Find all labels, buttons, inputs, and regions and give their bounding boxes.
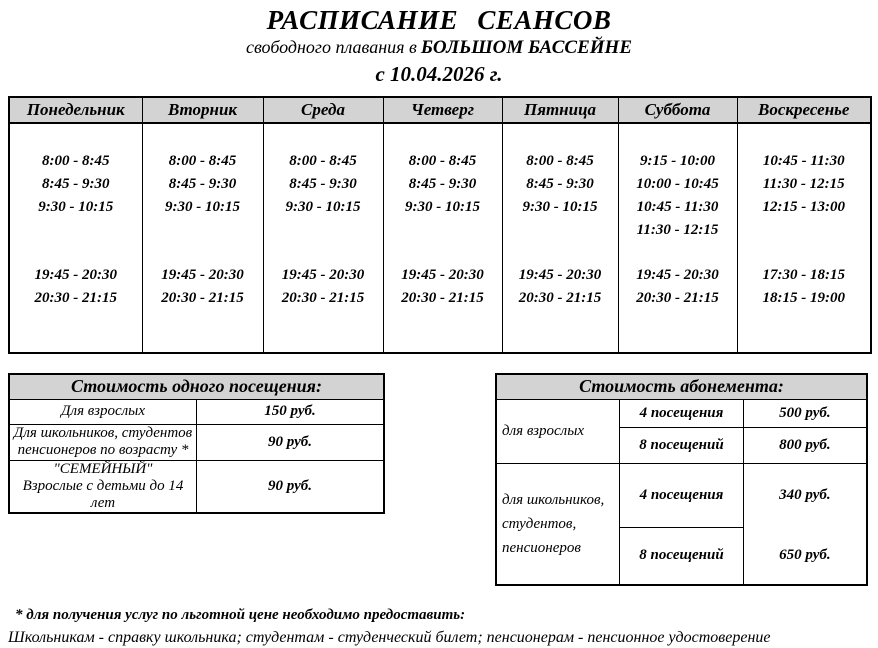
time-slot: 19:45 - 20:30: [281, 267, 365, 283]
page-subtitle: [0, 35, 878, 60]
subscription-category-adults: для взрослых: [496, 399, 620, 463]
subscription-price-table: [495, 373, 868, 586]
day-box: [264, 124, 383, 352]
label-line: Для взрослых: [61, 403, 145, 419]
price-value: 500 руб.: [743, 399, 867, 427]
subscription-title: Стоимость абонемента:: [496, 374, 867, 399]
time-slot: 20:30 - 21:15: [636, 290, 719, 306]
time-slot: 10:45 - 11:30: [636, 199, 719, 215]
morning-slots: [143, 150, 263, 219]
morning-slots: [619, 150, 737, 242]
time-slot: 9:30 - 10:15: [38, 199, 114, 215]
time-slot: 19:45 - 20:30: [518, 267, 602, 283]
label-line: студентов,: [502, 515, 577, 532]
time-slot: 19:45 - 20:30: [161, 267, 244, 283]
day-box: [10, 124, 142, 352]
time-slot: 8:00 - 8:45: [408, 153, 477, 169]
time-slot: 8:45 - 9:30: [168, 176, 237, 192]
evening-slots: [264, 264, 383, 310]
time-slot: 19:45 - 20:30: [34, 267, 117, 283]
price-row-family: [9, 460, 384, 513]
time-slot: 8:00 - 8:45: [168, 153, 237, 169]
label-line: Взрослые с детьми до 14 лет: [22, 477, 184, 511]
evening-slots: [384, 264, 502, 310]
price-row-students: [9, 424, 384, 460]
morning-slots: [503, 150, 618, 219]
visits-count: 4 посещения: [620, 399, 744, 427]
price-value: 340 руб.: [743, 463, 867, 527]
visits-count: 8 посещений: [620, 527, 744, 585]
footnote-requirement: * для получения услуг по льготной цене необходимо предоставить:: [15, 607, 466, 623]
pricing-section: [8, 373, 868, 586]
day-header-friday: Пятница: [502, 97, 618, 123]
pool-name: БОЛЬШОМ БАССЕЙНЕ: [420, 37, 632, 58]
time-slot: 19:45 - 20:30: [401, 267, 484, 283]
time-slot: 20:30 - 21:15: [34, 290, 117, 306]
time-slot: 17:30 - 18:15: [762, 267, 845, 283]
evening-slots: [738, 264, 871, 310]
day-column-monday: [9, 123, 142, 353]
time-slot: 18:15 - 19:00: [762, 290, 845, 306]
day-box: [619, 124, 737, 352]
time-slot: 9:30 - 10:15: [165, 199, 240, 215]
price-value: 800 руб.: [743, 427, 867, 463]
single-visit-title: Стоимость одного посещения:: [9, 374, 384, 399]
time-slot: 19:45 - 20:30: [636, 267, 719, 283]
label-line: "СЕМЕЙНЫЙ": [53, 460, 153, 477]
footnote-documents: Школьникам - справку школьника; студентам - студенческий билет; пенсионерам - пенсионное удостоверение: [8, 629, 771, 646]
time-slot: 9:30 - 10:15: [405, 199, 480, 215]
table-header-row: [9, 374, 384, 399]
time-slot: 20:30 - 21:15: [401, 290, 484, 306]
price-category-label: [9, 424, 197, 460]
day-header-tuesday: Вторник: [142, 97, 263, 123]
time-slot: 8:45 - 9:30: [42, 176, 110, 192]
evening-slots: [143, 264, 263, 310]
price-category-label: [9, 460, 197, 513]
label-line: пенсионеров по возрасту *: [17, 442, 189, 458]
time-slot: 9:30 - 10:15: [285, 199, 361, 215]
day-header-monday: Понедельник: [9, 97, 142, 123]
table-header-row: [496, 374, 867, 399]
time-slot: 20:30 - 21:15: [161, 290, 244, 306]
single-visit-price-table: [8, 373, 385, 514]
day-header-sunday: Воскресенье: [737, 97, 871, 123]
visits-count: 8 посещений: [620, 427, 744, 463]
time-slot: 8:00 - 8:45: [289, 153, 357, 169]
schedule-table: [8, 96, 872, 354]
subscription-category-students: [496, 463, 620, 585]
time-slot: 12:15 - 13:00: [762, 199, 845, 215]
visits-count: 4 посещения: [620, 463, 744, 527]
evening-slots: [503, 264, 618, 310]
time-slot: 11:30 - 12:15: [636, 222, 719, 238]
time-slot: 8:45 - 9:30: [408, 176, 477, 192]
day-header-wednesday: Среда: [263, 97, 383, 123]
day-column-saturday: [618, 123, 737, 353]
day-header-saturday: Суббота: [618, 97, 737, 123]
morning-slots: [384, 150, 502, 219]
effective-date: с 10.04.2026 г.: [375, 62, 503, 86]
time-slot: 20:30 - 21:15: [281, 290, 365, 306]
day-column-wednesday: [263, 123, 383, 353]
price-category-label: [9, 399, 197, 424]
subtitle-text: свободного плавания в: [245, 37, 417, 57]
time-slot: 10:00 - 10:45: [636, 176, 719, 192]
evening-slots: [619, 264, 737, 310]
page-title: РАСПИСАНИЕ СЕАНСОВ: [266, 5, 612, 35]
time-slot: 20:30 - 21:15: [518, 290, 602, 306]
time-slot: 9:30 - 10:15: [522, 199, 598, 215]
price-row-adults: [9, 399, 384, 424]
document-header: [0, 0, 878, 87]
time-slot: 11:30 - 12:15: [762, 176, 845, 192]
day-header-row: [9, 97, 871, 123]
day-box: [503, 124, 618, 352]
time-slot: 8:00 - 8:45: [526, 153, 594, 169]
day-column-thursday: [383, 123, 502, 353]
morning-slots: [738, 150, 871, 219]
subscription-row: [496, 463, 867, 527]
day-column-tuesday: [142, 123, 263, 353]
label-line: Для школьников, студентов: [13, 425, 193, 441]
evening-slots: [10, 264, 142, 310]
time-slot: 8:45 - 9:30: [289, 176, 357, 192]
price-value: 90 руб.: [197, 424, 385, 460]
subscription-row: [496, 399, 867, 427]
time-slot: 9:15 - 10:00: [640, 153, 715, 169]
day-column-sunday: [737, 123, 871, 353]
day-box: [143, 124, 263, 352]
price-value: 650 руб.: [743, 527, 867, 585]
price-value: 90 руб.: [197, 460, 385, 513]
price-value: 150 руб.: [197, 399, 385, 424]
label-line: для школьников,: [502, 491, 605, 508]
day-box: [738, 124, 871, 352]
label-line: пенсионеров: [502, 539, 581, 556]
time-slot: 8:00 - 8:45: [42, 153, 110, 169]
time-slot: 8:45 - 9:30: [526, 176, 594, 192]
day-header-thursday: Четверг: [383, 97, 502, 123]
day-box: [384, 124, 502, 352]
footnote: [8, 605, 878, 648]
time-slot-row: [9, 123, 871, 353]
morning-slots: [10, 150, 142, 219]
time-slot: 10:45 - 11:30: [762, 153, 845, 169]
morning-slots: [264, 150, 383, 219]
day-column-friday: [502, 123, 618, 353]
